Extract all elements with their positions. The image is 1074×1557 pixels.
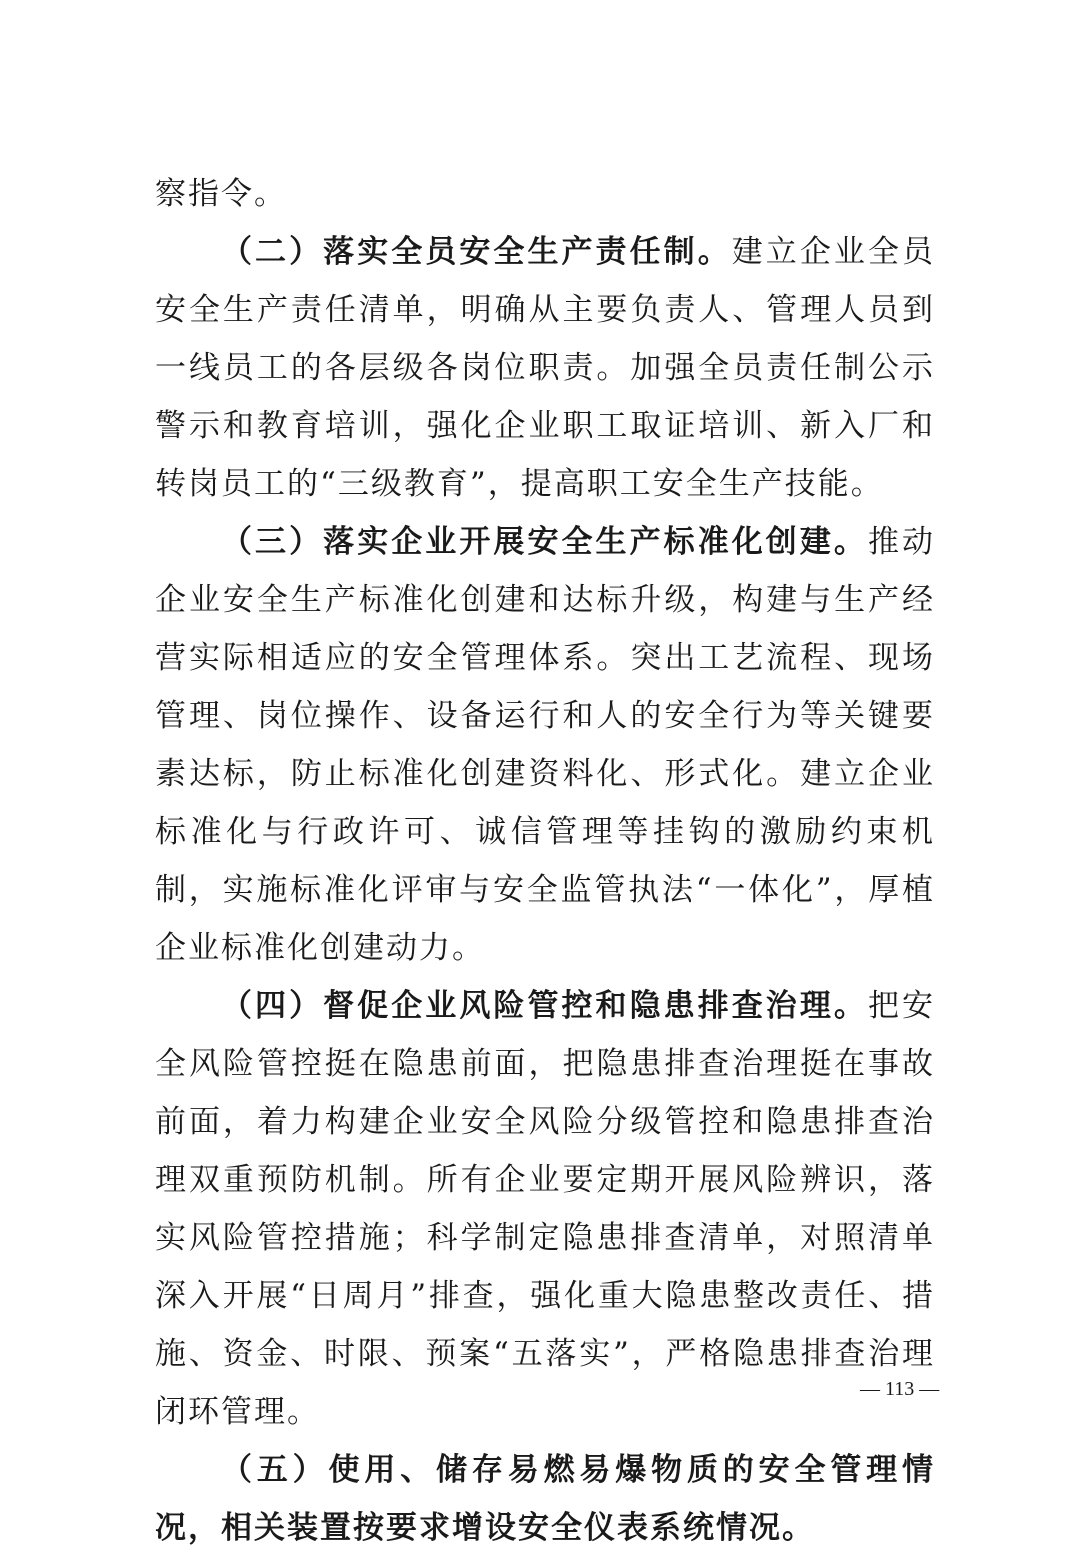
section-heading: （五）使用、储存易燃易爆物质的安全管理情况，相关装置按要求增设安全仪表系统情况。 [155, 1452, 935, 1546]
paragraph-section-4 [155, 977, 935, 1441]
paragraph-section-3 [155, 513, 935, 977]
paragraph-continuation [155, 165, 935, 223]
paragraph-body: 把安全风险管控挺在隐患前面，把隐患排查治理挺在事故前面，着力构建企业安全风险分级管控和隐患排查治理双重预防机制。所有企业要定期开展风险辨识，落实风险管控措施；科学制定隐患排查清单，对照清单深入开展“日周月”排查，强化重大隐患整改责任、措施、资金、时限、预案“五落实”，严格隐患排查治理闭环管理。 [155, 988, 936, 1430]
paragraph-body: 察指令。 [155, 176, 287, 212]
paragraph-body: 推动企业安全生产标准化创建和达标升级，构建与生产经营实际相适应的安全管理体系。突出工艺流程、现场管理、岗位操作、设备运行和人的安全行为等关键要素达标，防止标准化创建资料化、形式化。建立企业标准化与行政许可、诚信管理等挂钩的激励约束机制，实施标准化评审与安全监管执法“一体化”，厚植企业标准化创建动力。 [155, 524, 936, 966]
paragraph-section-2 [155, 223, 935, 513]
paragraph-body: 建立企业全员安全生产责任清单，明确从主要负责人、管理人员到一线员工的各层级各岗位职责。加强全员责任制公示警示和教育培训，强化企业职工取证培训、新入厂和转岗员工的“三级教育”，提高职工安全生产技能。 [155, 234, 935, 502]
paragraph-section-5 [155, 1441, 935, 1557]
section-heading: （三）落实企业开展安全生产标准化创建。 [221, 524, 868, 560]
body-text [155, 165, 935, 1557]
section-heading: （二）落实全员安全生产责任制。 [221, 234, 732, 270]
page-number: — 113 — [860, 1378, 940, 1400]
section-heading: （四）督促企业风险管控和隐患排查治理。 [221, 988, 868, 1024]
